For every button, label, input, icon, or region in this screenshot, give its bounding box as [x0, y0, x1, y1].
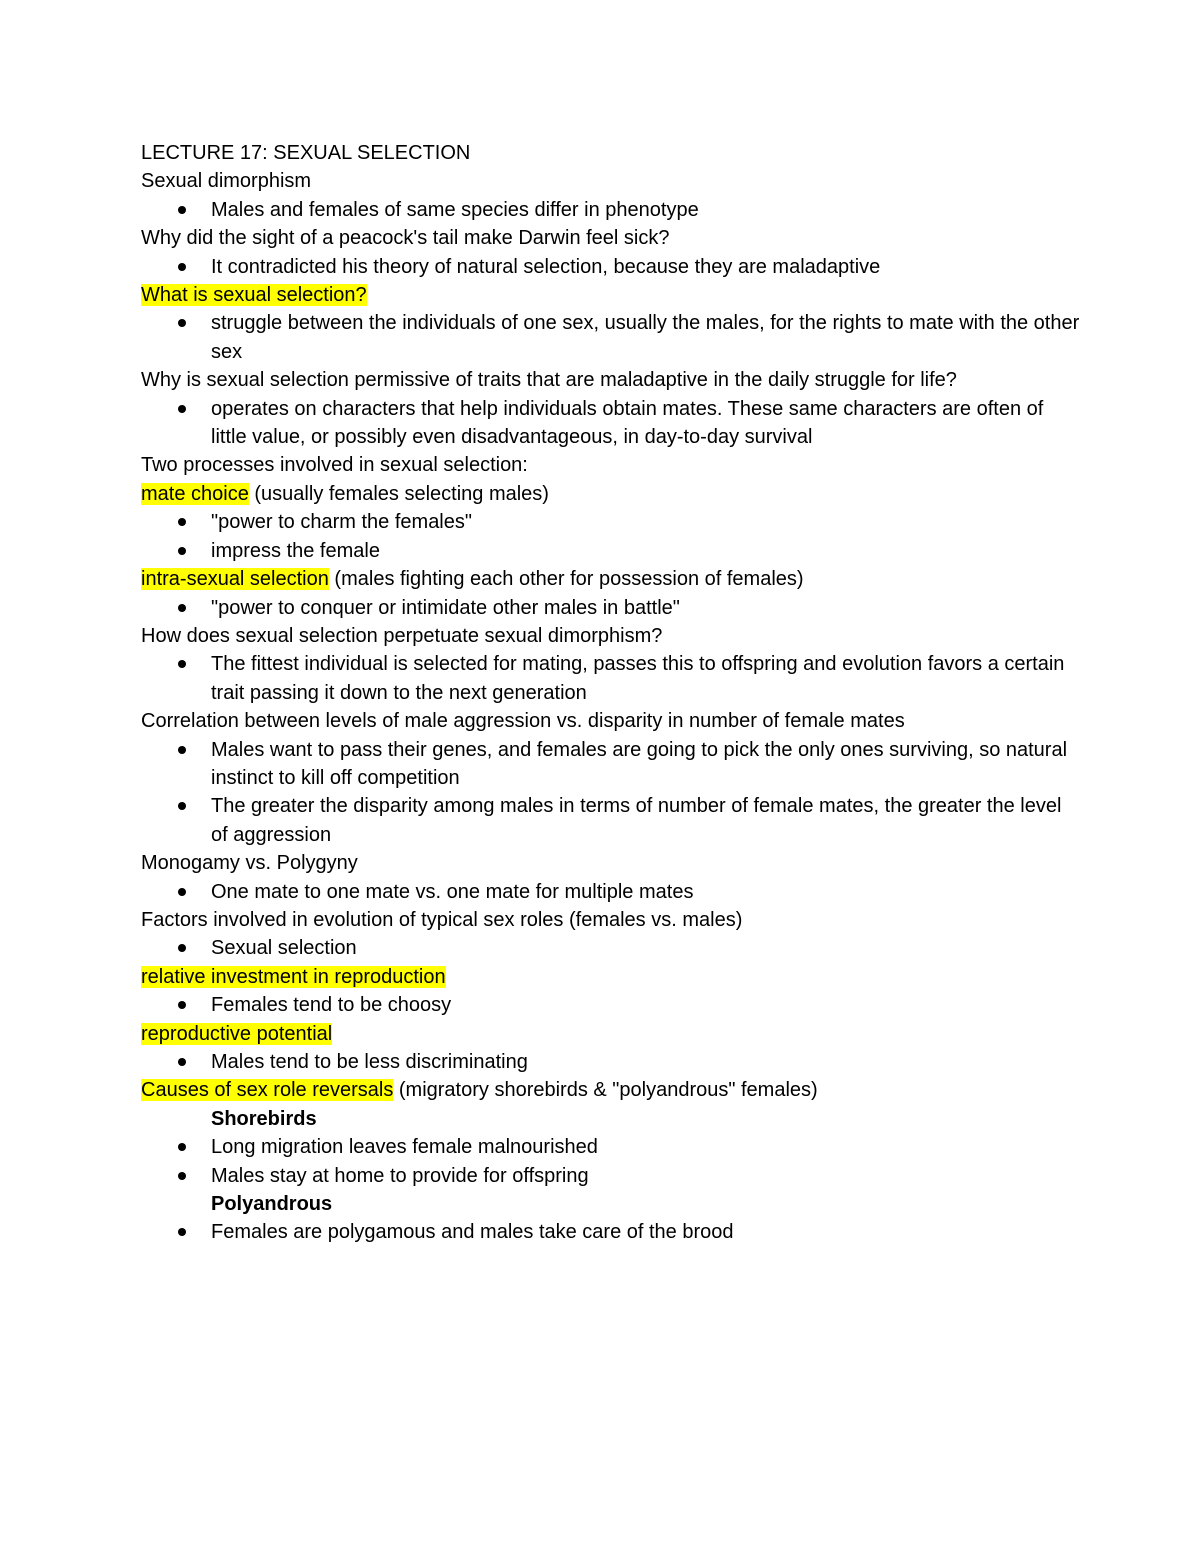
- list-item-text: Males stay at home to provide for offspring: [211, 1164, 589, 1187]
- bullet-list: [141, 736, 1081, 850]
- bullet-icon: [178, 518, 186, 526]
- list-item-text: operates on characters that help individuals obtain mates. These same characters are often of little value, or possibly even disadvantageous, in day-to-day survival: [211, 397, 1044, 449]
- list-item-text: The greater the disparity among males in terms of number of female mates, the greater the level of aggression: [211, 795, 1062, 846]
- list-item: [141, 878, 1081, 906]
- bullet-list: [141, 196, 1081, 224]
- heading-mate-choice: [141, 480, 1081, 508]
- bullet-icon: [178, 802, 186, 810]
- highlighted-text: relative investment in reproduction: [141, 965, 446, 988]
- bullet-list: [141, 395, 1081, 452]
- heading-correlation: Correlation between levels of male aggression vs. disparity in number of female mates: [141, 710, 905, 733]
- highlighted-text: intra-sexual selection: [141, 568, 329, 591]
- list-item: [141, 934, 1081, 962]
- list-item: [141, 1048, 1081, 1076]
- list-item: [141, 1162, 1081, 1190]
- heading-rest: (usually females selecting males): [248, 482, 549, 505]
- heading-relative-investment: [141, 963, 1081, 991]
- list-item-text: impress the female: [211, 539, 380, 562]
- bullet-icon: [178, 944, 186, 952]
- highlighted-text: Causes of sex role reversals: [141, 1079, 394, 1102]
- highlighted-text: mate choice: [141, 482, 249, 505]
- bullet-list: [141, 309, 1081, 366]
- list-item-text: struggle between the individuals of one sex, usually the males, for the rights to mate with the other sex: [211, 312, 1080, 363]
- list-item-text: "power to charm the females": [211, 511, 472, 534]
- bullet-list: [141, 253, 1081, 281]
- list-item: [141, 594, 1081, 622]
- list-item-text: "power to conquer or intimidate other males in battle": [211, 596, 680, 619]
- list-item-text: Males tend to be less discriminating: [211, 1051, 528, 1073]
- heading-sexual-dimorphism: Sexual dimorphism: [141, 170, 312, 193]
- heading-what-is-sexual-selection: [141, 281, 1081, 309]
- bullet-icon: [178, 1172, 186, 1180]
- list-item: [141, 736, 1081, 793]
- heading-sex-role-reversals: [141, 1076, 1081, 1104]
- list-item: [141, 253, 1081, 281]
- heading-permissive-question: Why is sexual selection permissive of traits that are maladaptive in the daily struggle for life?: [141, 369, 957, 392]
- list-item: [141, 196, 1081, 224]
- highlighted-text: reproductive potential: [141, 1022, 333, 1045]
- list-item-text: Males want to pass their genes, and females are going to pick the only ones surviving, so natural instinct to kill off competition: [211, 738, 1068, 789]
- heading-perpetuate-question: How does sexual selection perpetuate sexual dimorphism?: [141, 624, 663, 647]
- list-item: [141, 537, 1081, 565]
- bullet-list: [141, 934, 1081, 962]
- list-item: [141, 508, 1081, 536]
- list-item-text: One mate to one mate vs. one mate for multiple mates: [211, 880, 694, 903]
- subheading-polyandrous: Polyandrous: [211, 1193, 333, 1216]
- bullet-list: [141, 650, 1081, 707]
- heading-reproductive-potential: [141, 1020, 1081, 1048]
- subheading-shorebirds: Shorebirds: [211, 1107, 317, 1130]
- bullet-list: [141, 1048, 1081, 1076]
- list-item-text: The fittest individual is selected for mating, passes this to offspring and evolution favors a certain trait passing it down to the next generation: [211, 653, 1065, 704]
- heading-peacock-question: Why did the sight of a peacock's tail make Darwin feel sick?: [141, 227, 670, 250]
- bullet-list: [141, 594, 1081, 622]
- list-item-text: Males and females of same species differ in phenotype: [211, 198, 699, 221]
- document-title: LECTURE 17: SEXUAL SELECTION: [141, 142, 471, 164]
- bullet-icon: [178, 206, 186, 214]
- heading-intra-sexual-selection: [141, 565, 1081, 593]
- bullet-list: [141, 991, 1081, 1019]
- bullet-list: [141, 1218, 1081, 1246]
- bullet-icon: [178, 263, 186, 271]
- bullet-icon: [178, 319, 186, 327]
- bullet-list: [141, 878, 1081, 906]
- bullet-icon: [178, 660, 186, 668]
- list-item-text: It contradicted his theory of natural selection, because they are maladaptive: [211, 255, 881, 278]
- bullet-icon: [178, 746, 186, 754]
- bullet-list: [141, 508, 1081, 565]
- heading-two-processes: Two processes involved in sexual selection:: [141, 454, 528, 477]
- bullet-icon: [178, 405, 186, 413]
- bullet-list: [141, 1133, 1081, 1190]
- bullet-icon: [178, 604, 186, 612]
- heading-monogamy: Monogamy vs. Polygyny: [141, 852, 358, 875]
- list-item: [141, 309, 1081, 366]
- bullet-icon: [178, 1228, 186, 1236]
- list-item: [141, 792, 1081, 849]
- list-item: [141, 1133, 1081, 1161]
- list-item: [141, 395, 1081, 452]
- list-item: [141, 1218, 1081, 1246]
- bullet-icon: [178, 888, 186, 896]
- heading-rest: (migratory shorebirds & "polyandrous" females): [393, 1079, 818, 1102]
- list-item-text: Sexual selection: [211, 937, 357, 960]
- bullet-icon: [178, 547, 186, 555]
- heading-factors: Factors involved in evolution of typical sex roles (females vs. males): [141, 908, 743, 931]
- bullet-icon: [178, 1001, 186, 1009]
- list-item-text: Females are polygamous and males take care of the brood: [211, 1221, 734, 1244]
- highlighted-text: What is sexual selection?: [141, 284, 367, 307]
- list-item-text: Long migration leaves female malnourished: [211, 1136, 598, 1159]
- document-page: [141, 139, 1081, 1247]
- bullet-icon: [178, 1143, 186, 1151]
- list-item: [141, 650, 1081, 707]
- list-item: [141, 991, 1081, 1019]
- list-item-text: Females tend to be choosy: [211, 994, 452, 1017]
- bullet-icon: [178, 1058, 186, 1066]
- heading-rest: (males fighting each other for possession of females): [328, 568, 804, 591]
